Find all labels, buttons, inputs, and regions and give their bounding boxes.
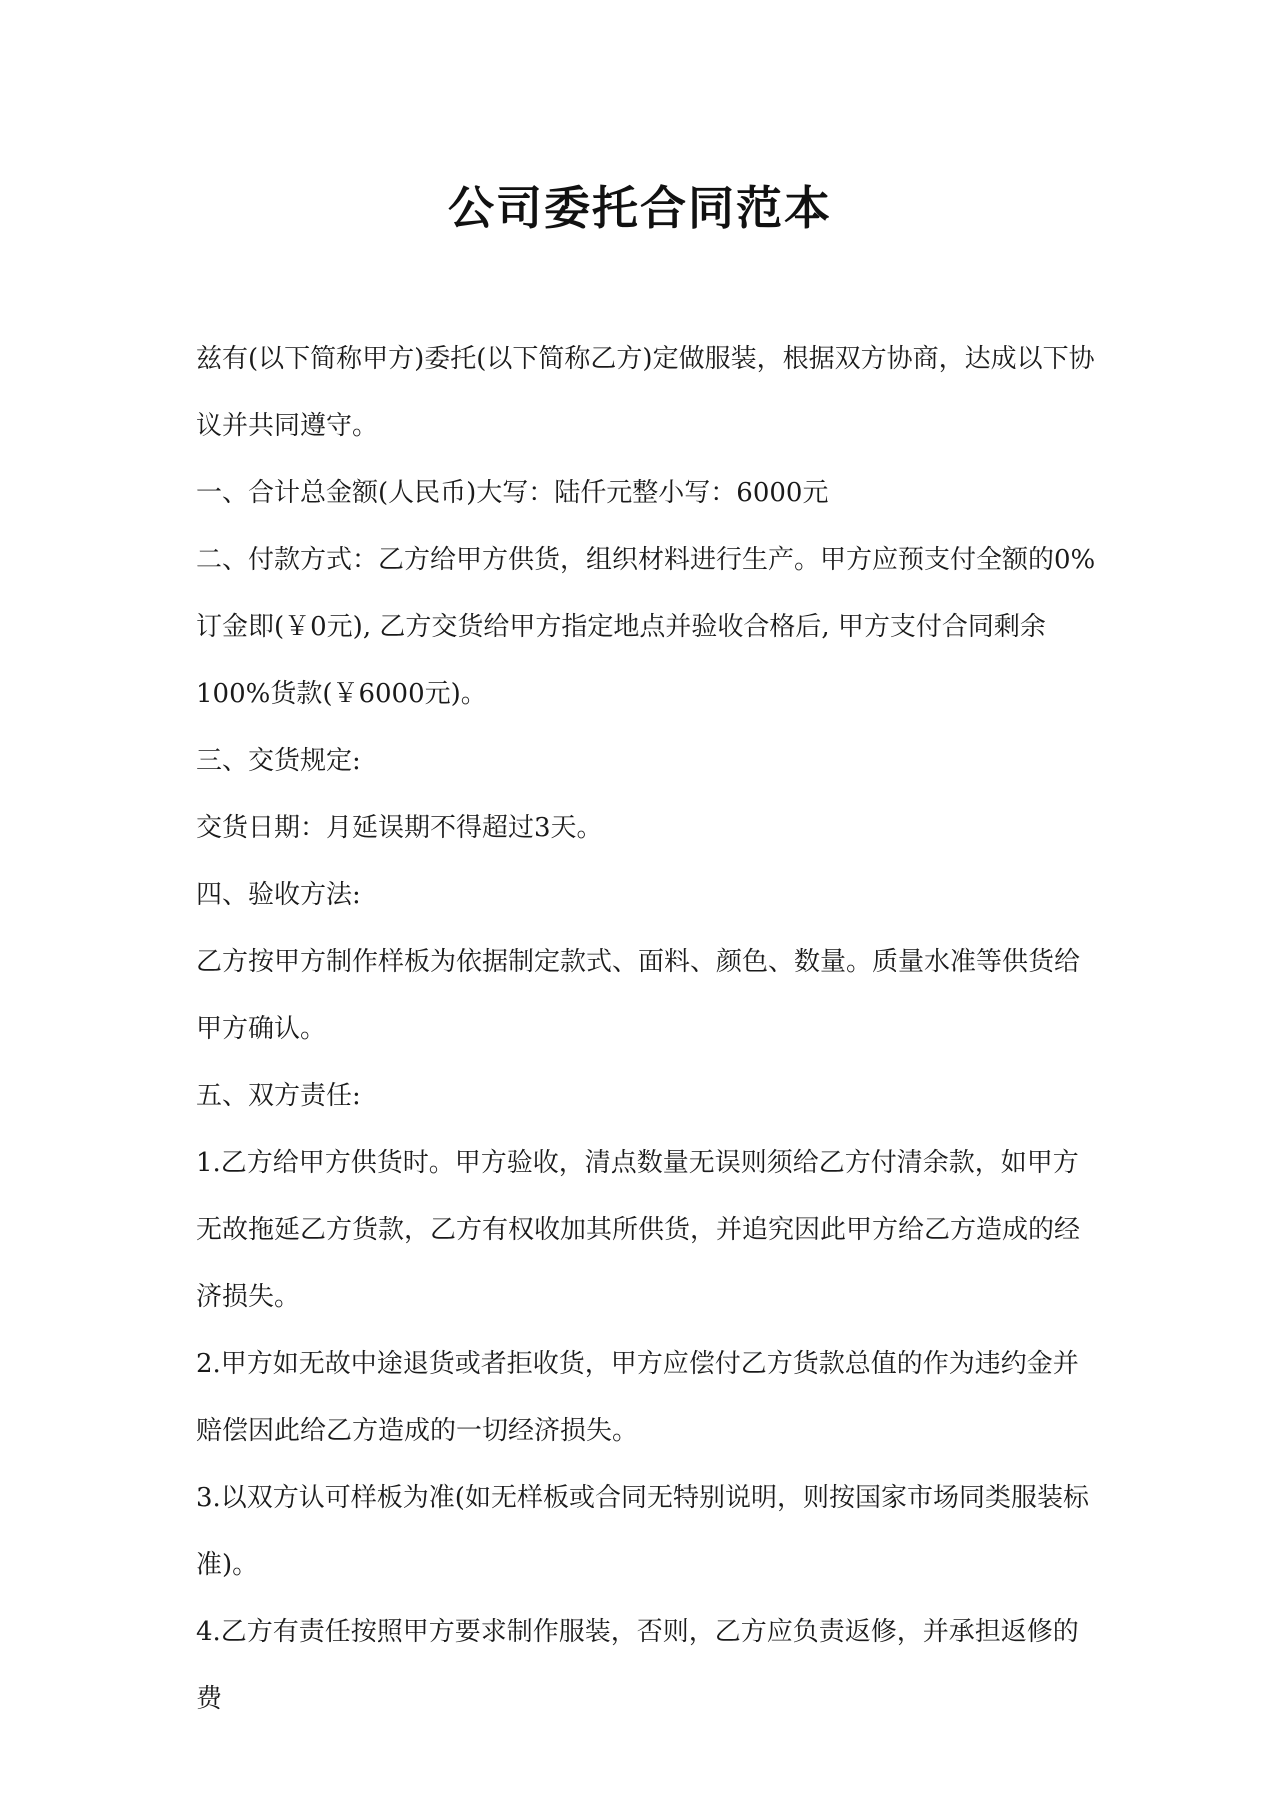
paragraph-responsibility-3: 3.以双方认可样板为准(如无样板或合同无特别说明，则按国家市场同类服装标准)。 [196,1483,1089,1580]
paragraph-intro: 兹有(以下简称甲方)委托(以下简称乙方)定做服装，根据双方协商，达成以下协议并共同遵守。 [196,344,1095,441]
heading-acceptance: 四、验收方法: [196,880,361,910]
paragraph-responsibility-2: 2.甲方如无故中途退货或者拒收货，甲方应偿付乙方货款总值的作为违约金并赔偿因此给乙方造成的一切经济损失。 [196,1349,1079,1446]
paragraph-total-amount: 一、合计总金额(人民币)大写：陆仟元整小写：6000元 [196,478,829,508]
document-body [196,326,1096,1733]
heading-delivery: 三、交货规定: [196,746,361,776]
document-title: 公司委托合同范本 [448,181,832,235]
paragraph-responsibility-1: 1.乙方给甲方供货时。甲方验收，清点数量无误则须给乙方付清余款，如甲方无故拖延乙方货款，乙方有权收加其所供货，并追究因此甲方给乙方造成的经济损失。 [196,1148,1081,1312]
paragraph-payment-method: 二、付款方式：乙方给甲方供货，组织材料进行生产。甲方应预支付全额的0%订金即(￥0元), 乙方交货给甲方指定地点并验收合格后, 甲方支付合同剩余100%货款(￥6000元)。 [196,545,1096,709]
heading-responsibilities: 五、双方责任: [196,1081,361,1111]
paragraph-responsibility-4: 4.乙方有责任按照甲方要求制作服装，否则，乙方应负责返修，并承担返修的费 [196,1617,1079,1714]
paragraph-acceptance: 乙方按甲方制作样板为依据制定款式、面料、颜色、数量。质量水准等供货给甲方确认。 [196,947,1081,1044]
paragraph-delivery-date: 交货日期：月延误期不得超过3天。 [196,813,603,843]
